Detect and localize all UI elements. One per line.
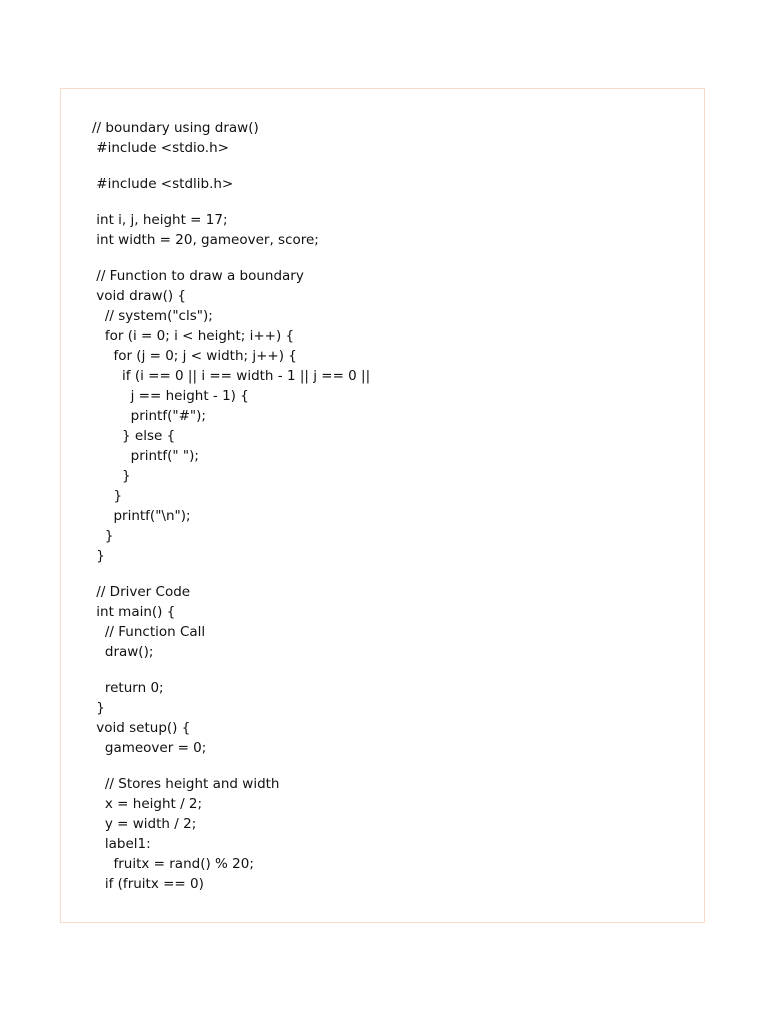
code-line: }: [92, 488, 123, 504]
code-line: int i, j, height = 17;: [92, 212, 228, 228]
code-line: gameover = 0;: [92, 740, 207, 756]
code-line: y = width / 2;: [92, 816, 197, 832]
code-line: #include <stdio.h>: [92, 140, 229, 156]
code-line: }: [92, 700, 105, 716]
code-line: // Function Call: [92, 624, 206, 640]
code-line: void setup() {: [92, 720, 191, 736]
code-line: j == height - 1) {: [92, 388, 249, 404]
code-line: // system("cls");: [92, 308, 213, 324]
code-line: int main() {: [92, 604, 176, 620]
code-line: }: [92, 548, 105, 564]
code-line: return 0;: [92, 680, 164, 696]
code-line: label1:: [92, 836, 151, 852]
code-line: x = height / 2;: [92, 796, 203, 812]
code-line: int width = 20, gameover, score;: [92, 232, 319, 248]
code-line: // Driver Code: [92, 584, 191, 600]
code-line: #include <stdlib.h>: [92, 176, 234, 192]
code-line: printf("#");: [92, 408, 206, 424]
code-line: printf(" ");: [92, 448, 199, 464]
code-line: // Stores height and width: [92, 776, 280, 792]
code-line: if (i == 0 || i == width - 1 || j == 0 ||: [92, 368, 371, 384]
code-line: draw();: [92, 644, 154, 660]
code-line: }: [92, 528, 114, 544]
code-block: [92, 118, 370, 894]
code-line: fruitx = rand() % 20;: [92, 856, 254, 872]
code-line: // boundary using draw(): [92, 120, 259, 136]
code-line: } else {: [92, 428, 176, 444]
code-line: }: [92, 468, 131, 484]
code-line: for (j = 0; j < width; j++) {: [92, 348, 297, 364]
code-line: void draw() {: [92, 288, 186, 304]
code-line: printf("\n");: [92, 508, 191, 524]
code-line: // Function to draw a boundary: [92, 268, 304, 284]
code-line: if (fruitx == 0): [92, 876, 204, 892]
code-line: for (i = 0; i < height; i++) {: [92, 328, 295, 344]
